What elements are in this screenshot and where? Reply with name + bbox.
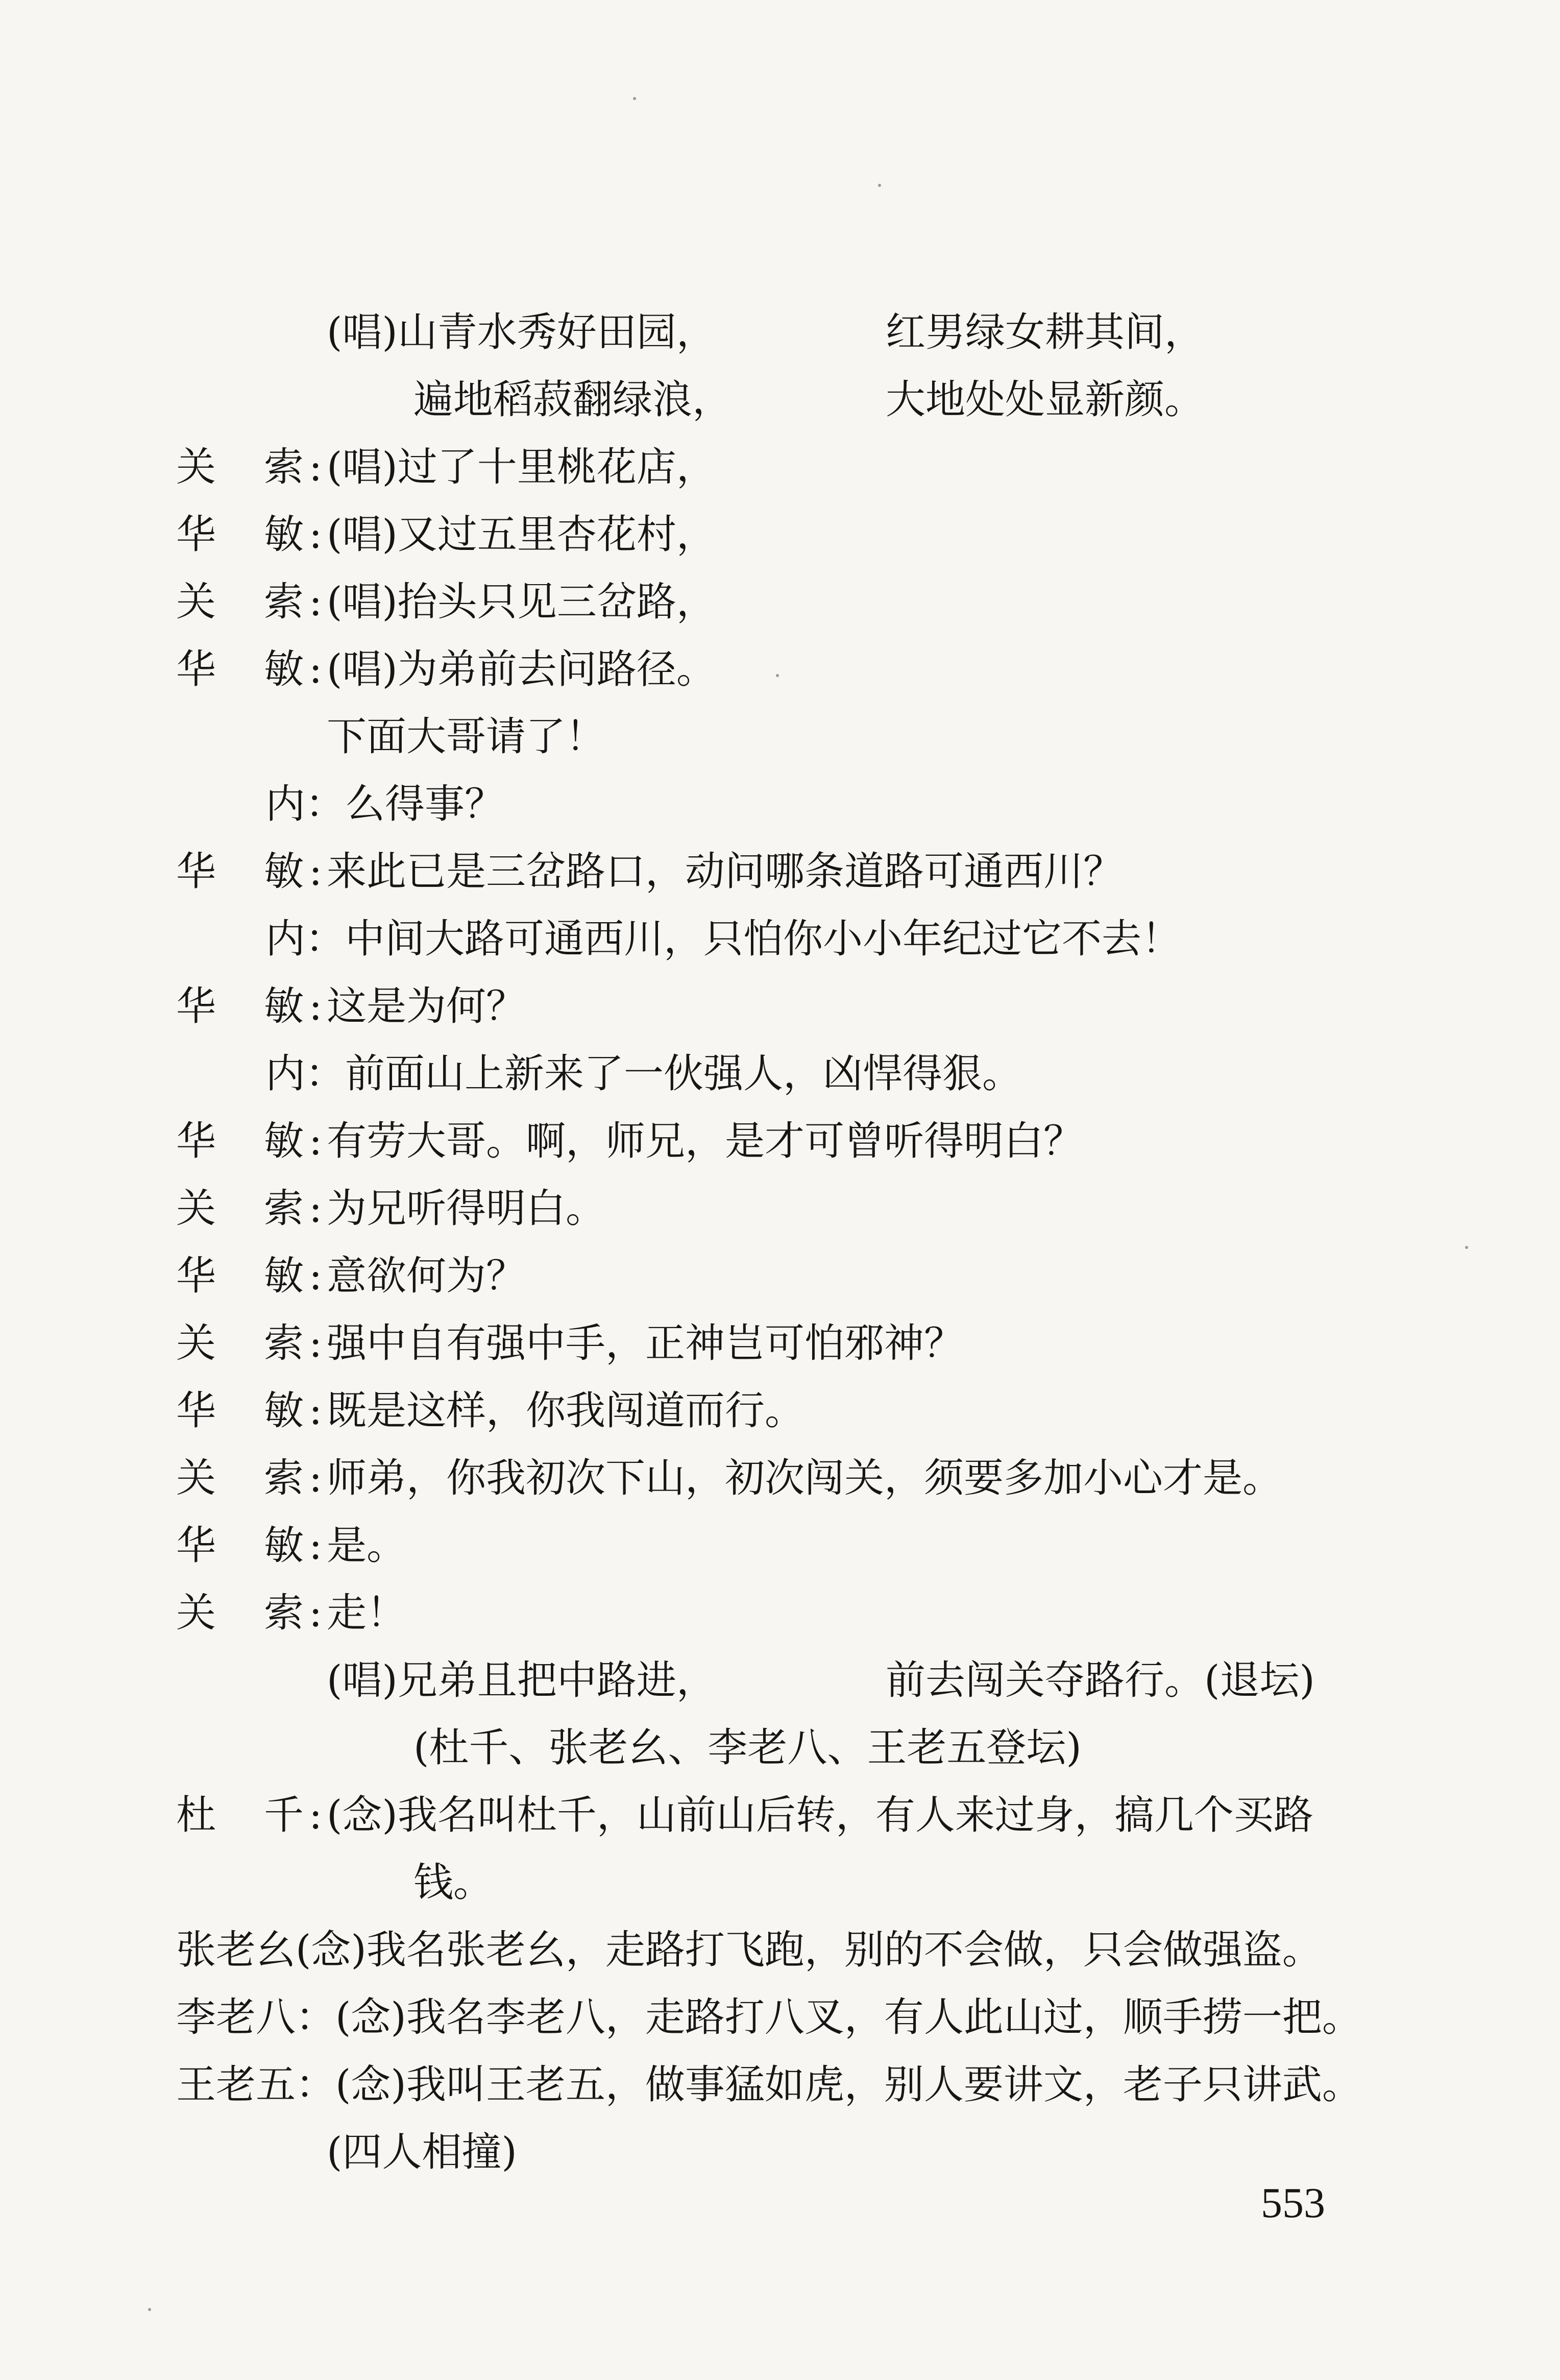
- line-text: 下面大哥请了！: [327, 714, 606, 760]
- line-text: (唱)又过五里杏花村，: [327, 512, 716, 558]
- offstage-line: [0, 771, 1560, 838]
- speaker-name: 关 索 :: [176, 1320, 323, 1366]
- line-text: (四人相撞): [327, 2129, 517, 2175]
- line-text: (念)我名叫杜千，山前山后转，有人来过身，搞几个买路: [327, 1792, 1313, 1838]
- speaker-name: 华 敏 :: [176, 983, 323, 1029]
- line-text: 强中自有强中手，正神岂可怕邪神？: [327, 1320, 964, 1366]
- speaker-name: 关 索 :: [176, 1186, 323, 1232]
- line-text: 内：么得事？: [265, 781, 505, 827]
- verse-line: [0, 366, 1560, 434]
- line-text: (唱)过了十里桃花店，: [327, 444, 716, 490]
- scan-speck: [878, 184, 881, 187]
- dialogue-line: [0, 1579, 1560, 1647]
- offstage-line: [0, 1040, 1560, 1108]
- scan-speck: [776, 674, 779, 677]
- line-text: 师弟，你我初次下山，初次闯关，须要多加小心才是。: [327, 1455, 1283, 1501]
- speaker-name: 华 敏 :: [176, 1523, 323, 1569]
- stage-direction: [0, 2119, 1560, 2186]
- speaker-name: 关 索 :: [176, 444, 323, 490]
- dialogue-line: [0, 1310, 1560, 1377]
- verse-line: [0, 1647, 1560, 1714]
- line-text: 为兄听得明白。: [327, 1186, 606, 1232]
- dialogue-line: [0, 1445, 1560, 1512]
- dialogue-line: [0, 636, 1560, 703]
- scan-speck: [633, 97, 636, 100]
- line-text-right: 大地处处显新颜。: [886, 377, 1205, 423]
- dialogue-line: [0, 973, 1560, 1040]
- line-text: 内：前面山上新来了一伙强人，凶悍得狠。: [265, 1051, 1022, 1097]
- line-text: 是。: [327, 1523, 407, 1569]
- speaker-name: 关 索 :: [176, 1455, 323, 1501]
- dialogue-line: [0, 1916, 1560, 1984]
- line-text: (唱)山青水秀好田园，: [327, 309, 716, 355]
- dialogue-line: [0, 703, 1560, 771]
- line-text: 这是为何？: [327, 983, 526, 1029]
- line-text: (唱)为弟前去问路径。: [327, 646, 716, 692]
- dialogue-line: [0, 1512, 1560, 1579]
- line-text-right: 红男绿女耕其间，: [886, 309, 1205, 355]
- speaker-name: 华 敏 :: [176, 646, 323, 692]
- dialogue-line: [0, 434, 1560, 501]
- line-text-right: 前去闯关夺路行。(退坛): [886, 1657, 1315, 1703]
- dialogue-line: [0, 1782, 1560, 1849]
- line-text: (唱)兄弟且把中路进，: [327, 1657, 716, 1703]
- dialogue-line: [0, 838, 1560, 905]
- line-text: 来此已是三岔路口，动问哪条道路可通西川？: [327, 849, 1124, 895]
- speaker-name: 华 敏 :: [176, 1118, 323, 1164]
- dialogue-line: [0, 1175, 1560, 1242]
- speaker-name: 华 敏 :: [176, 512, 323, 558]
- scan-speck: [148, 2308, 151, 2311]
- line-text: 意欲何为？: [327, 1253, 526, 1299]
- speaker-name: 华 敏 :: [176, 1253, 323, 1299]
- dialogue-line: [0, 501, 1560, 568]
- line-text: 既是这样，你我闯道而行。: [327, 1388, 805, 1434]
- speaker-name: 华 敏 :: [176, 849, 323, 895]
- line-text: 张老幺(念)我名张老幺，走路打飞跑，别的不会做，只会做强盗。: [176, 1927, 1322, 1973]
- line-text: 遍地稻菽翻绿浪，: [413, 377, 733, 423]
- line-text: 内：中间大路可通西川，只怕你小小年纪过它不去！: [265, 916, 1182, 962]
- speaker-name: 关 索 :: [176, 1590, 323, 1636]
- line-text: 王老五：(念)我叫王老五，做事猛如虎，别人要讲文，老子只讲武。: [176, 2062, 1362, 2108]
- offstage-line: [0, 905, 1560, 973]
- line-text: 钱。: [413, 1860, 494, 1906]
- line-text: (唱)抬头只见三岔路，: [327, 579, 716, 625]
- line-text: 有劳大哥。啊，师兄，是才可曾听得明白？: [327, 1118, 1084, 1164]
- line-text: 走！: [327, 1590, 407, 1636]
- scan-speck: [1465, 1246, 1468, 1249]
- dialogue-line: [0, 1108, 1560, 1175]
- stage-direction: [0, 1714, 1560, 1782]
- continuation-line: [0, 1849, 1560, 1916]
- dialogue-line: [0, 1377, 1560, 1445]
- dialogue-line: [0, 2051, 1560, 2119]
- speaker-name: 华 敏 :: [176, 1388, 323, 1434]
- speaker-name: 杜 千 :: [176, 1792, 323, 1838]
- verse-line: [0, 299, 1560, 366]
- dialogue-line: [0, 1242, 1560, 1310]
- line-text: 李老八：(念)我名李老八，走路打八叉，有人此山过，顺手捞一把。: [176, 1994, 1362, 2040]
- page-number: 553: [1261, 2179, 1325, 2227]
- dialogue-line: [0, 1984, 1560, 2051]
- dialogue-line: [0, 568, 1560, 636]
- line-text: (杜千、张老幺、李老八、王老五登坛): [413, 1725, 1082, 1771]
- speaker-name: 关 索 :: [176, 579, 323, 625]
